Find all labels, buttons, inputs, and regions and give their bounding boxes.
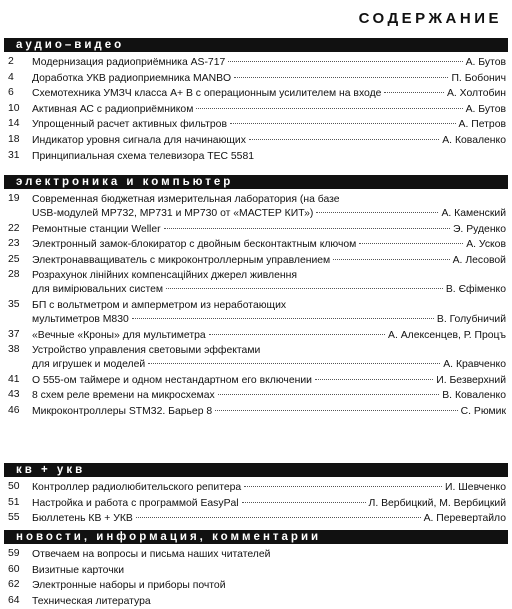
entry-line — [32, 595, 506, 609]
section-header: новости, информация, комментарии — [4, 530, 508, 544]
page-number: 19 — [8, 193, 20, 204]
leader-dots — [384, 92, 444, 93]
leader-dots — [148, 363, 440, 364]
entry-author: А. Холтобин — [446, 88, 506, 100]
entry-title: Упрощенный расчет активных фильтров — [32, 119, 227, 131]
page-number: 46 — [8, 405, 20, 416]
entry-title: О 555-ом таймере и одном нестандартном его включении — [32, 374, 312, 386]
leader-dots — [132, 318, 434, 319]
entry-line — [32, 103, 506, 117]
entry-title: Устройство управления световыми эффектами — [32, 345, 261, 357]
page-number: 10 — [8, 102, 20, 114]
page-number: 60 — [8, 563, 20, 575]
leader-dots — [316, 212, 438, 213]
entry-line — [32, 481, 506, 495]
page-number: 55 — [8, 512, 20, 524]
entry-text — [32, 497, 506, 511]
page-number: 31 — [8, 149, 20, 161]
leader-dots — [164, 228, 450, 229]
entry-title: USB-модулей MP732, MP731 и MP730 от «МАСТЕР КИТ») — [32, 208, 314, 219]
entry-author: А. Каменский — [441, 208, 506, 219]
entry-line — [32, 579, 506, 593]
entry-author: А. Бутов — [465, 103, 506, 115]
entry-author: В. Коваленко — [442, 390, 506, 402]
entry-line — [32, 56, 506, 70]
entry-line — [32, 344, 506, 358]
entry-text — [32, 269, 506, 297]
entry-author: И. Шевченко — [445, 482, 506, 493]
leader-dots — [209, 334, 385, 335]
entry-line — [32, 283, 506, 297]
entry-title: Электронавващиватель с микроконтроллерным управлением — [32, 254, 331, 266]
entry-title: Схемотехника УМЗЧ класса А+ В с операционным усилителем на входе — [32, 88, 382, 100]
entry-line — [32, 193, 506, 207]
entry-line — [32, 299, 506, 313]
entry-line — [32, 374, 506, 388]
entry-title: для вимірювальних систем — [32, 284, 164, 296]
entry-title: Индикатор уровня сигнала для начинающих — [32, 135, 246, 146]
entry-text — [32, 72, 506, 86]
leader-dots — [136, 517, 421, 518]
entry-title: Бюллетень КВ + УКВ — [32, 513, 133, 525]
entry-title: Микроконтроллеры STM32. Барьер 8 — [32, 406, 213, 417]
entry-text — [32, 56, 506, 70]
section-header: кв + укв — [4, 463, 508, 477]
entry-author: А. Кравченко — [443, 359, 506, 371]
entry-line — [32, 313, 506, 327]
page-number: 50 — [8, 481, 20, 492]
page-number: 35 — [8, 299, 20, 310]
entry-line — [32, 207, 506, 221]
entry-line — [32, 150, 506, 164]
page-number: 25 — [8, 253, 20, 265]
entry-author: П. Бобонич — [451, 72, 506, 84]
entry-text — [32, 254, 506, 268]
entry-line — [32, 269, 506, 283]
entry-text — [32, 329, 506, 343]
entry-title: Розрахунок лінійних компенсаційних джерел живлення — [32, 270, 297, 282]
entry-line — [32, 238, 506, 252]
page-number: 4 — [8, 71, 14, 83]
page-number: 43 — [8, 389, 20, 401]
leader-dots — [242, 502, 366, 503]
entry-text — [32, 374, 506, 388]
entry-line — [32, 254, 506, 268]
entry-title: Ремонтные станции Weller — [32, 223, 161, 235]
page-number: 2 — [8, 56, 14, 67]
entry-text — [32, 405, 506, 419]
entry-title: Модернизация радиоприёмника AS-717 — [32, 57, 226, 68]
entry-text — [32, 118, 506, 132]
entry-title: Настройка и работа с программой EasyPal — [32, 497, 239, 509]
page-number: 59 — [8, 548, 20, 559]
entry-title: Электронные наборы и приборы почтой — [32, 580, 226, 592]
entry-author: А. Коваленко — [442, 135, 506, 146]
page-number: 14 — [8, 118, 20, 130]
entry-title: Активная АС с радиоприёмником — [32, 103, 194, 115]
leader-dots — [228, 61, 462, 62]
entry-text — [32, 512, 506, 526]
page-number: 51 — [8, 496, 20, 508]
entry-text — [32, 595, 506, 609]
entry-title: мультиметров M830 — [32, 314, 129, 325]
entry-line — [32, 512, 506, 526]
leader-dots — [230, 123, 456, 124]
entry-text — [32, 299, 506, 327]
entry-line — [32, 497, 506, 511]
entry-author: А. Перевертайло — [423, 513, 506, 525]
page-number: 23 — [8, 238, 20, 250]
page-title: СОДЕРЖАНИЕ — [358, 10, 502, 27]
entry-text — [32, 389, 506, 403]
entry-title: для игрушек и моделей — [32, 359, 146, 371]
entry-title: Контроллер радиолюбительского репитера — [32, 482, 242, 493]
entry-title: Техническая литература — [32, 595, 151, 607]
page-number: 37 — [8, 328, 20, 340]
entry-title: «Вечные «Кроны» для мультиметра — [32, 329, 206, 341]
leader-dots — [215, 410, 457, 411]
entry-title: Современная бюджетная измерительная лаборатория (на базе — [32, 194, 340, 205]
entry-title: 8 схем реле времени на микросхемах — [32, 390, 215, 402]
entry-text — [32, 564, 506, 578]
section-header: аудио–видео — [4, 38, 508, 52]
entry-text — [32, 223, 506, 237]
page-number: 64 — [8, 594, 20, 606]
entry-line — [32, 548, 506, 562]
entry-line — [32, 564, 506, 578]
entry-title: Принципиальная схема телевизора TEC 5581 — [32, 150, 255, 162]
entry-text — [32, 238, 506, 252]
entry-text — [32, 579, 506, 593]
entry-text — [32, 481, 506, 495]
leader-dots — [218, 394, 440, 395]
entry-author: А. Бутов — [465, 57, 506, 68]
entry-line — [32, 329, 506, 343]
entry-author: А. Петров — [458, 119, 506, 131]
page-number: 41 — [8, 373, 20, 385]
leader-dots — [249, 139, 439, 140]
entry-text — [32, 548, 506, 562]
entry-author: А. Усков — [466, 239, 506, 251]
entry-title: БП с вольтметром и амперметром из неработающих — [32, 300, 287, 311]
entry-line — [32, 118, 506, 132]
entry-text — [32, 344, 506, 372]
page-number: 6 — [8, 87, 14, 99]
entry-line — [32, 358, 506, 372]
entry-author: Э. Руденко — [452, 223, 506, 235]
page-number: 18 — [8, 134, 20, 145]
entry-author: А. Лесовой — [452, 254, 506, 266]
entry-author: И. Безверхний — [436, 374, 506, 386]
entry-title: Визитные карточки — [32, 564, 124, 576]
entry-author: А. Алексенцев, Р. Процъ — [388, 329, 506, 341]
entry-text — [32, 103, 506, 117]
entry-line — [32, 405, 506, 419]
section-header: электроника и компьютер — [4, 175, 508, 189]
entry-text — [32, 87, 506, 101]
entry-line — [32, 223, 506, 237]
entry-author: В. Єфіменко — [445, 284, 506, 296]
page-number: 62 — [8, 579, 20, 591]
entry-title: Отвечаем на вопросы и письма наших читателей — [32, 549, 271, 560]
entry-text — [32, 193, 506, 221]
page-number: 28 — [8, 269, 20, 281]
leader-dots — [359, 243, 463, 244]
entry-text — [32, 134, 506, 148]
entry-author: Л. Вербицкий, М. Вербицкий — [368, 497, 506, 509]
entry-title: Электронный замок-блокиратор с двойным бесконтактным ключом — [32, 239, 357, 251]
entry-line — [32, 389, 506, 403]
entry-line — [32, 72, 506, 86]
entry-title: Доработка УКВ радиоприемника MANBO — [32, 72, 232, 84]
entry-line — [32, 134, 506, 148]
page-number: 22 — [8, 222, 20, 234]
leader-dots — [234, 77, 448, 78]
leader-dots — [244, 486, 442, 487]
leader-dots — [333, 259, 449, 260]
leader-dots — [166, 288, 443, 289]
leader-dots — [196, 108, 462, 109]
entry-author: С. Рюмик — [460, 406, 506, 417]
entry-line — [32, 87, 506, 101]
entry-author: В. Голубничий — [436, 314, 506, 325]
entry-text — [32, 150, 506, 164]
page-number: 38 — [8, 344, 20, 356]
leader-dots — [315, 379, 433, 380]
